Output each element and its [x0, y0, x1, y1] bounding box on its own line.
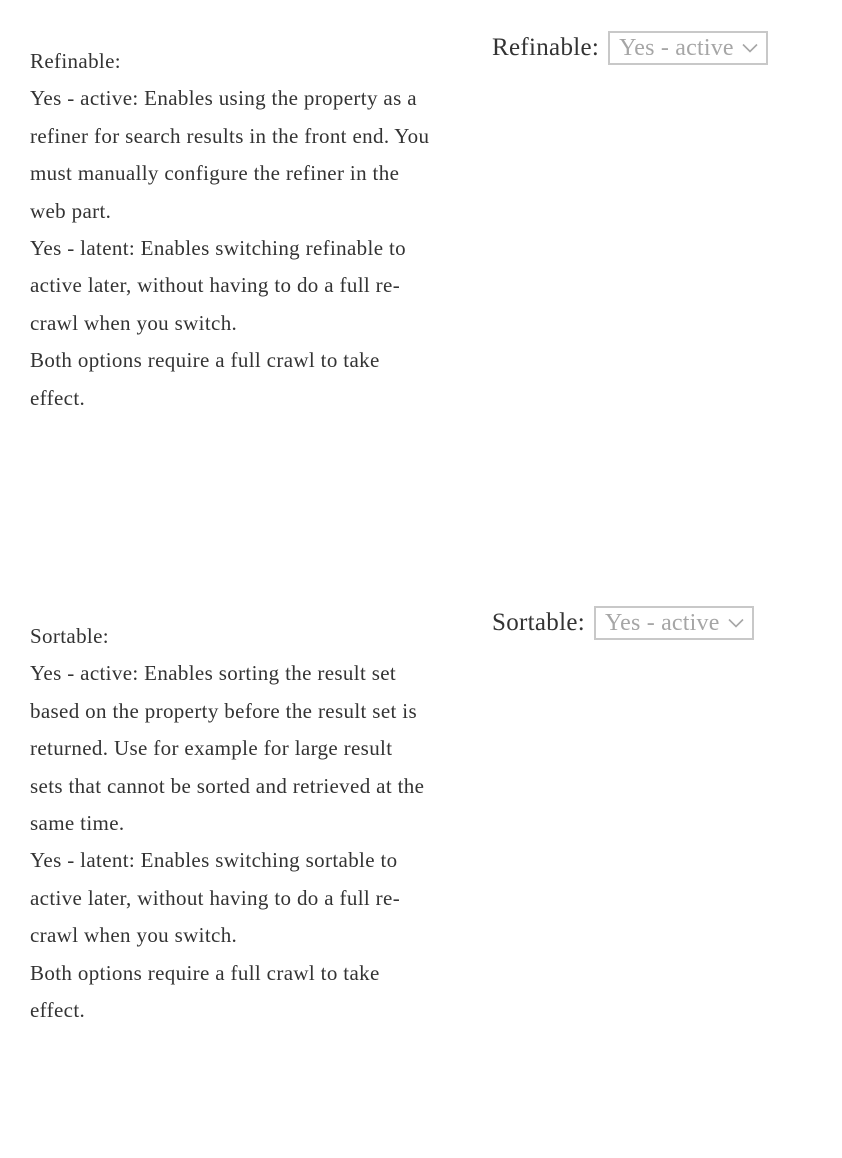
sortable-active-description: Yes - active: Enables sorting the result set based on the property before the result set is returned. Use for example for large result sets that cannot be sorted and retrieved at the same time. [30, 661, 425, 836]
refinable-description [30, 43, 430, 417]
sortable-selected-value: Yes - active [604, 609, 720, 636]
refinable-control [492, 31, 768, 65]
sortable-description [30, 618, 430, 1029]
refinable-heading: Refinable: [30, 49, 121, 73]
chevron-down-icon [742, 43, 758, 53]
refinable-latent-description: Yes - latent: Enables switching refinable to active later, without having to do a full re-crawl when you switch. [30, 236, 407, 335]
refinable-crawl-note: Both options require a full crawl to take effect. [30, 348, 380, 410]
sortable-select[interactable] [594, 606, 754, 640]
refinable-select[interactable] [608, 31, 768, 65]
chevron-down-icon [728, 618, 744, 628]
sortable-control [492, 606, 754, 640]
sortable-heading: Sortable: [30, 624, 109, 648]
sortable-crawl-note: Both options require a full crawl to take effect. [30, 960, 380, 1023]
sortable-label: Sortable: [492, 609, 585, 636]
refinable-selected-value: Yes - active [619, 34, 734, 61]
refinable-active-description: Yes - active: Enables using the property as a refiner for search results in the front end. You must manually configure the refiner in the web part. [30, 86, 430, 223]
sortable-latent-description: Yes - latent: Enables switching sortable to active later, without having to do a full re-crawl when you switch. [30, 848, 401, 948]
refinable-label: Refinable: [492, 34, 600, 61]
